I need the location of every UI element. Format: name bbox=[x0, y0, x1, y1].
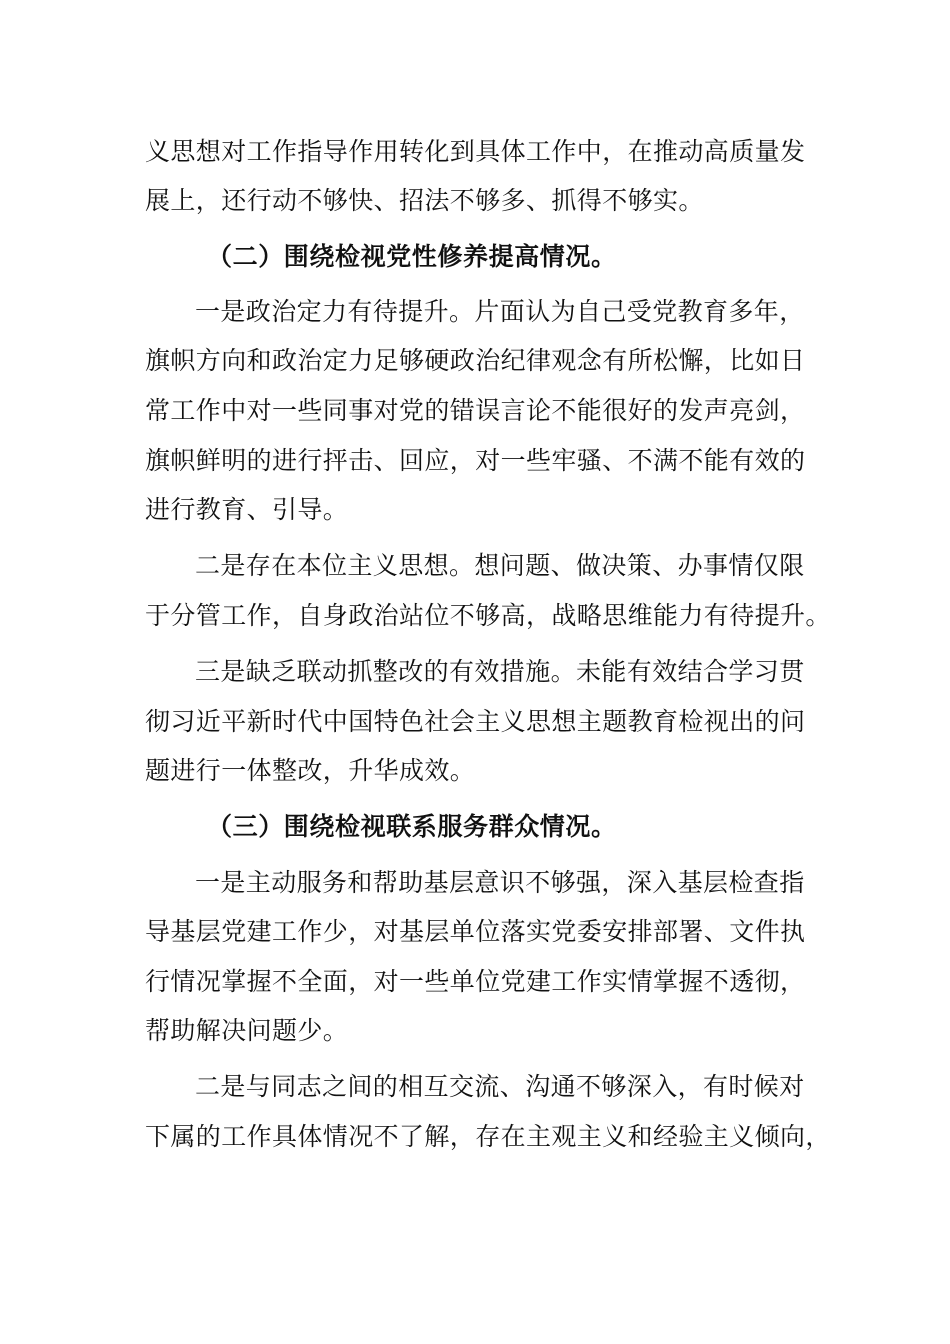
body-text-line: 常工作中对一些同事对党的错误言论不能很好的发声亮剑， bbox=[145, 396, 806, 425]
paragraph-first-line: 二是与同志之间的相互交流、沟通不够深入，有时候对 bbox=[195, 1072, 805, 1101]
paragraph-first-line: 三是缺乏联动抓整改的有效措施。未能有效结合学习贯 bbox=[195, 657, 805, 686]
body-text-line: 下属的工作具体情况不了解，存在主观主义和经验主义倾向， bbox=[145, 1122, 831, 1151]
body-text-line: 题进行一体整改，升华成效。 bbox=[145, 756, 476, 785]
paragraph-first-line: 二是存在本位主义思想。想问题、做决策、办事情仅限 bbox=[195, 551, 805, 580]
body-text-line: 导基层党建工作少，对基层单位落实党委安排部署、文件执 bbox=[145, 917, 806, 946]
body-text-line: 行情况掌握不全面，对一些单位党建工作实情掌握不透彻， bbox=[145, 967, 806, 996]
body-text-line: 旗帜方向和政治定力足够硬政治纪律观念有所松懈，比如日 bbox=[145, 346, 806, 375]
section-heading-2: （二）围绕检视党性修养提高情况。 bbox=[207, 242, 617, 271]
body-text-line: 展上，还行动不够快、招法不够多、抓得不够实。 bbox=[145, 186, 704, 215]
paragraph-first-line: 一是政治定力有待提升。片面认为自己受党教育多年， bbox=[195, 297, 805, 326]
body-text-line: 进行教育、引导。 bbox=[145, 495, 349, 524]
body-text-line: 帮助解决问题少。 bbox=[145, 1016, 349, 1045]
body-text-line: 彻习近平新时代中国特色社会主义思想主题教育检视出的问 bbox=[145, 707, 806, 736]
body-text-line: 于分管工作，自身政治站位不够高，战略思维能力有待提升。 bbox=[145, 601, 831, 630]
body-text-line: 旗帜鲜明的进行抨击、回应，对一些牢骚、不满不能有效的 bbox=[145, 446, 806, 475]
section-heading-3: （三）围绕检视联系服务群众情况。 bbox=[207, 812, 617, 841]
paragraph-first-line: 一是主动服务和帮助基层意识不够强，深入基层检查指 bbox=[195, 868, 805, 897]
body-text-line: 义思想对工作指导作用转化到具体工作中，在推动高质量发 bbox=[145, 137, 806, 166]
